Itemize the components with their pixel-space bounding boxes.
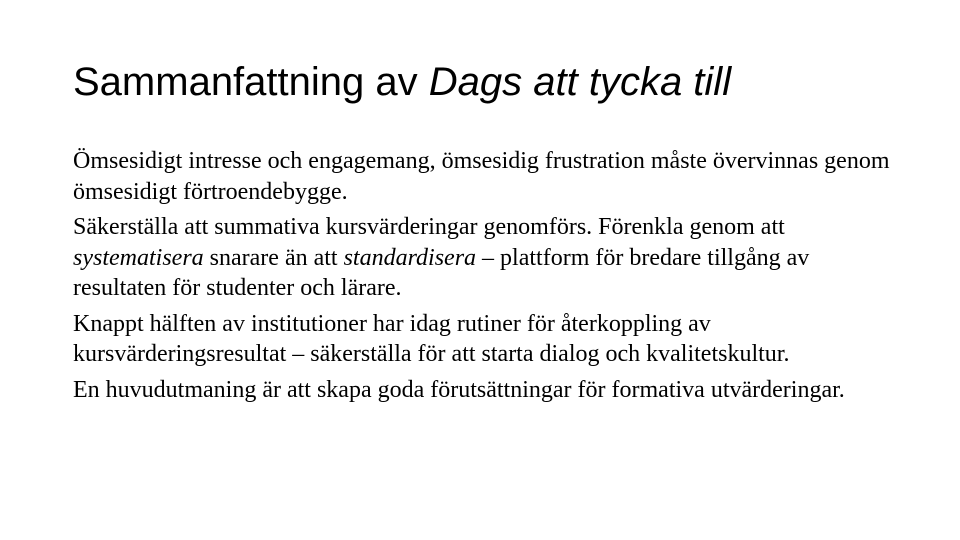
paragraph-2-part3: – plattform för bredare tillgång av resultaten för studenter och lärare.: [73, 244, 810, 301]
title-italic: Dags att tycka till: [428, 60, 732, 104]
paragraph-2-italic2: standardisera: [343, 244, 477, 271]
slide-title: [73, 56, 731, 108]
title-prefix: Sammanfattning av: [73, 60, 429, 104]
paragraph-2: [73, 212, 893, 304]
paragraph-1: Ömsesidigt intresse och engagemang, ömsesidig frustration måste övervinnas genom ömsesidigt förtroendebygge.: [73, 148, 890, 205]
paragraph-2-part2: snarare än att: [203, 244, 344, 271]
paragraph-4: En huvudutmaning är att skapa goda förutsättningar för formativa utvärderingar.: [73, 376, 845, 403]
paragraph-3: Knappt hälften av institutioner har idag rutiner för återkoppling av kursvärderingsresultat – säkerställa för att starta dialog och kvalitetskultur.: [73, 310, 790, 367]
paragraph-2-italic1: systematisera: [73, 244, 204, 271]
slide-body: [73, 146, 893, 410]
paragraph-2-part1: Säkerställa att summativa kursvärderingar genomförs. Förenkla genom att: [73, 214, 785, 240]
